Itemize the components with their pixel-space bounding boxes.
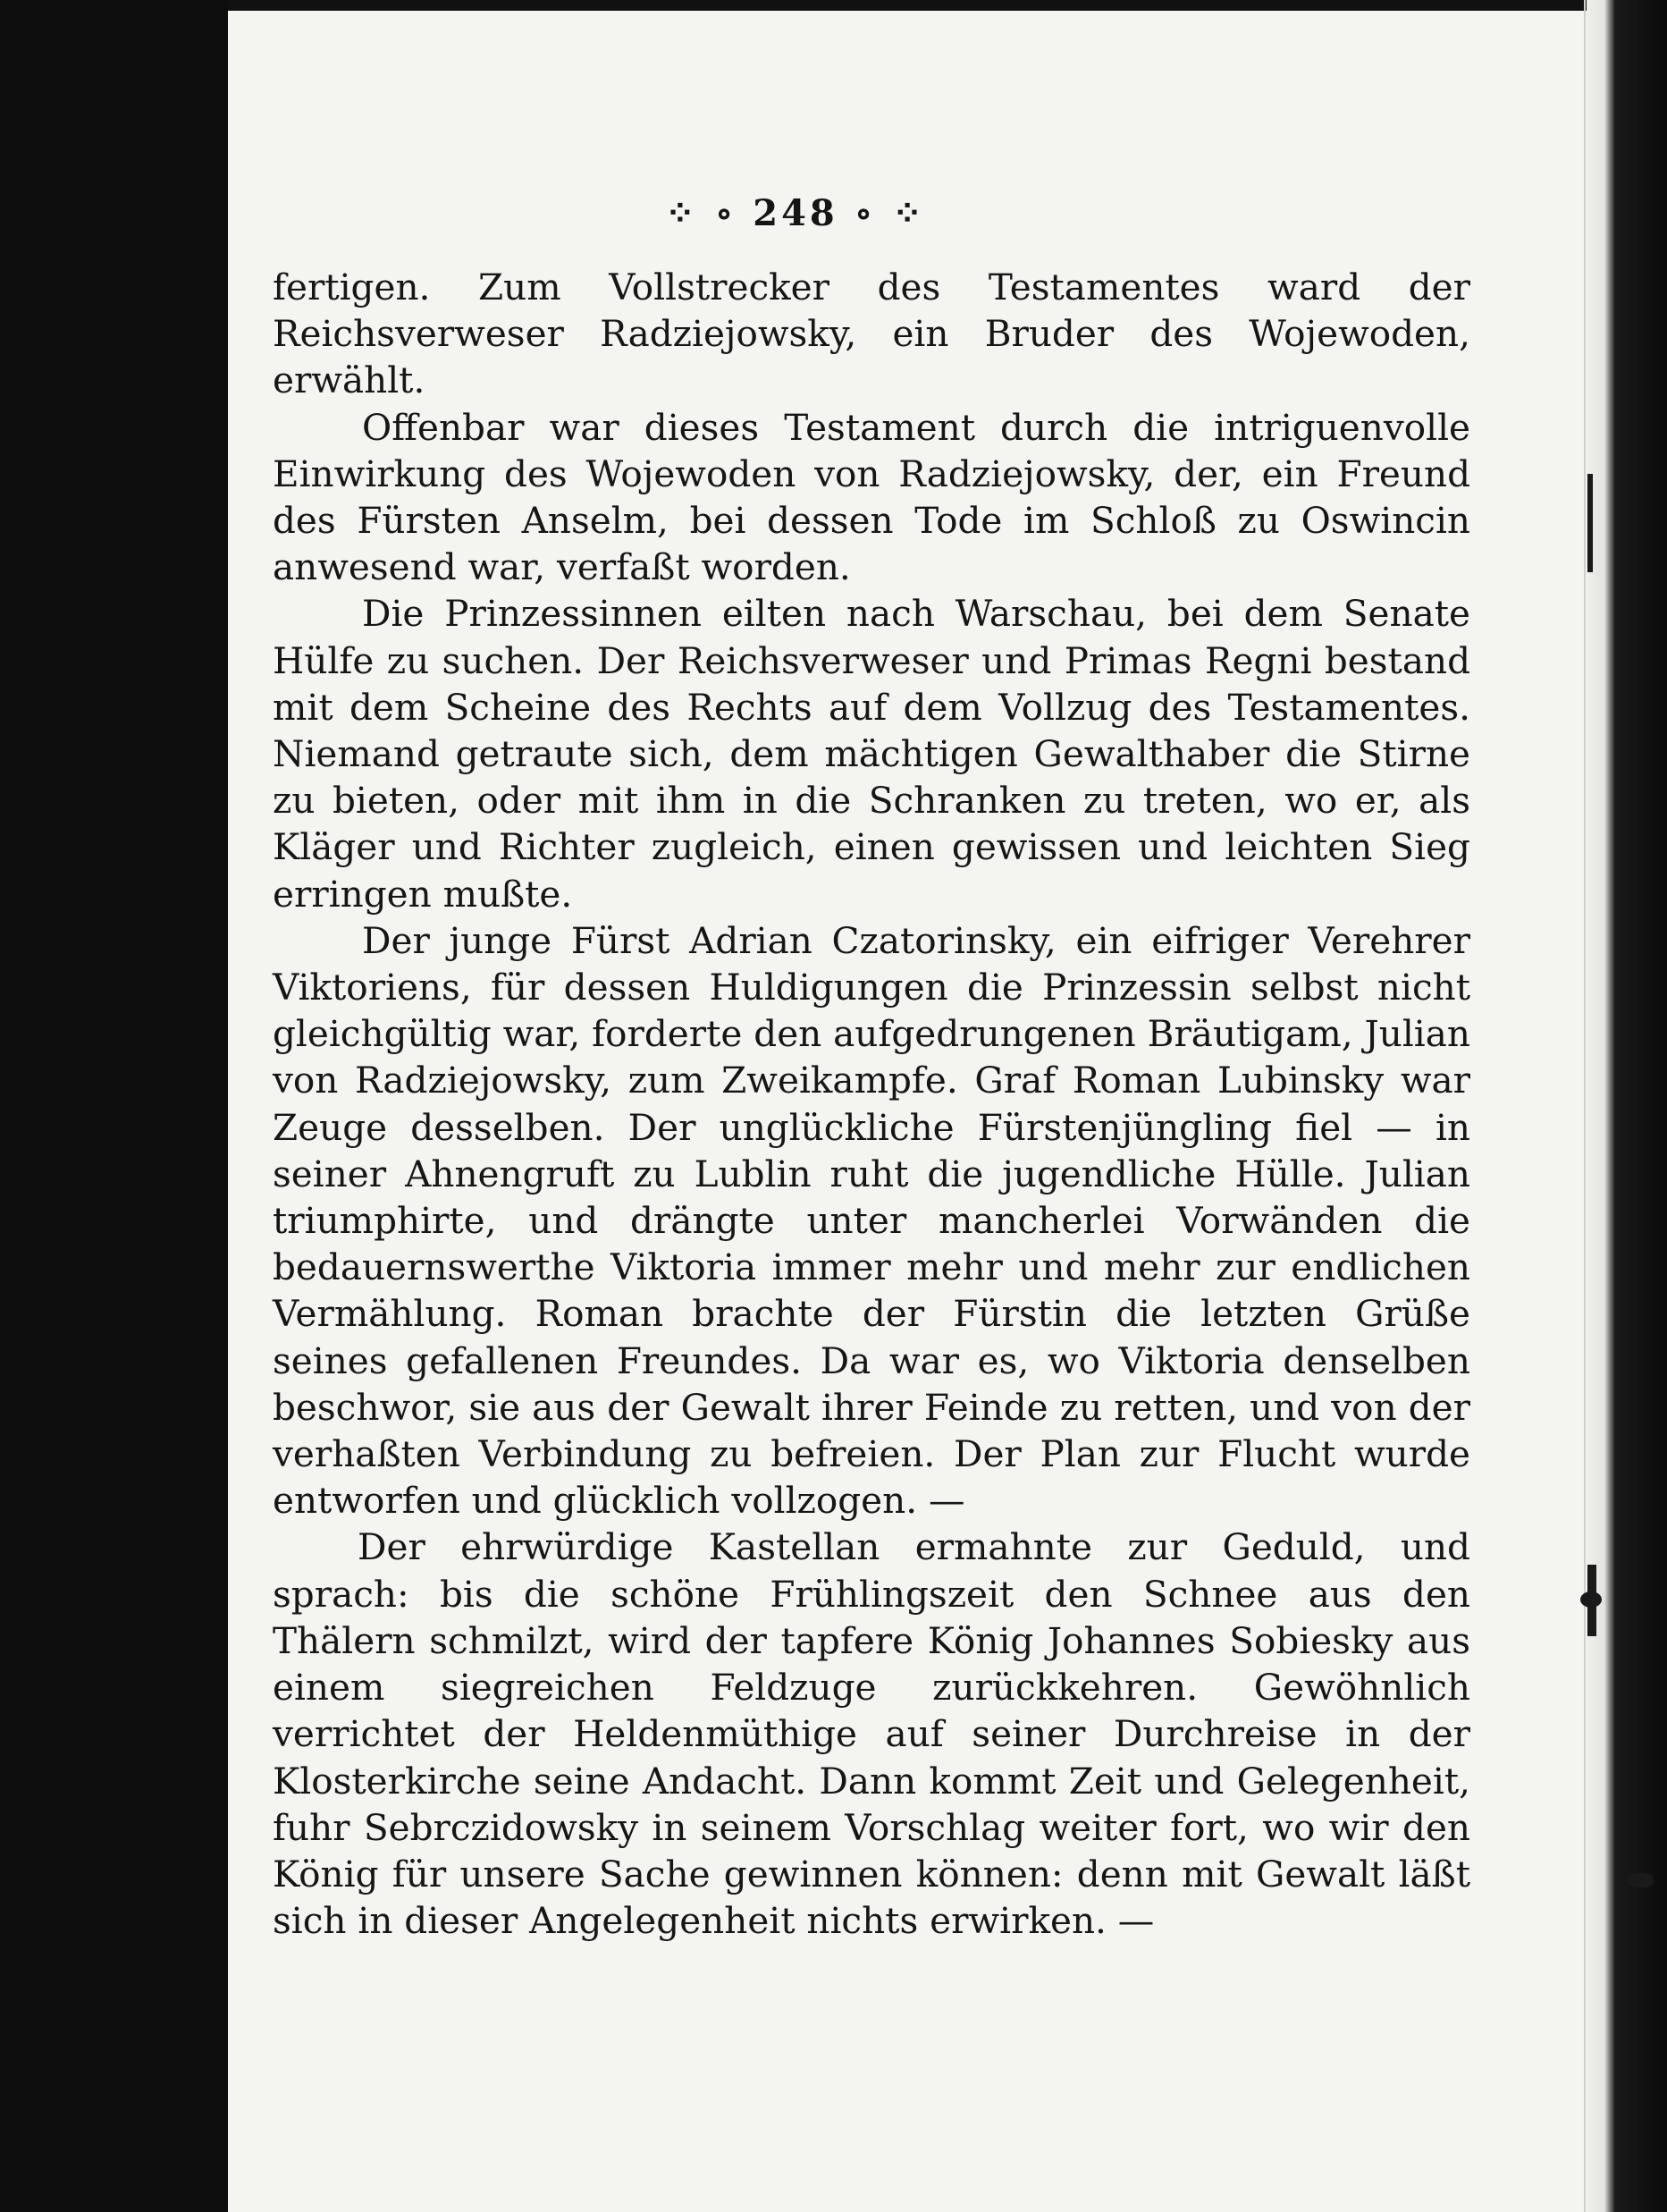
- scan-top-edge: [0, 0, 1667, 11]
- page-fold-line: [1584, 0, 1586, 2212]
- scan-left-margin: [0, 0, 228, 2212]
- paragraph: Der junge Fürst Adrian Czatorinsky, ein eifriger Verehrer Viktoriens, für dessen Huldigungen die Prinzessin selbst nicht gleichgültig war, forderte den aufgedrungenen Bräutigam, Julian von Radziejowsky, zum Zweikampfe. Graf Roman Lubinsky war Zeuge desselben. Der unglückliche Fürstenjüngling fiel — in seiner Ahnengruft zu Lublin ruht die jugendliche Hülle. Julian triumphirte, und drängte unter mancherlei Vorwänden die bedauernswerthe Viktoria immer mehr und mehr zur endlichen Vermählung. Roman brachte der Fürstin die letzten Grüße seines gefallenen Freundes. Da war es, wo Viktoria denselben beschwor, sie aus der Gewalt ihrer Feinde zu retten, und von der verhaßten Verbindung zu befreien. Der Plan zur Flucht wurde entworfen und glücklich vollzogen. —: [273, 918, 1470, 1523]
- paragraph: Die Prinzessinnen eilten nach Warschau, bei dem Senate Hülfe zu suchen. Der Reichsverweser und Primas Regni bestand mit dem Scheine des Rechts auf dem Vollzug des Testamentes. Niemand getraute sich, dem mächtigen Gewalthaber die Stirne zu bieten, oder mit ihm in die Schranken zu treten, wo er, als Kläger und Richter zugleich, einen gewissen und leichten Sieg erringen mußte.: [273, 592, 1470, 916]
- body-text: [273, 264, 1470, 1944]
- edge-mark: [1587, 474, 1593, 572]
- paragraph: fertigen. Zum Vollstrecker des Testamentes ward der Reichsverweser Radziejowsky, ein Bruder des Wojewoden, erwählt.: [273, 266, 1470, 402]
- edge-mark: [1627, 1873, 1654, 1887]
- paragraph: Offenbar war dieses Testament durch die intriguenvolle Einwirkung des Wojewoden von Radziejowsky, der, ein Freund des Fürsten Anselm, bei dessen Tode im Schloß zu Oswincin anwesend war, verfaßt worden.: [273, 405, 1470, 589]
- edge-mark: [1587, 1565, 1596, 1636]
- page-number: ⁘ ∘ 248 ∘ ⁘: [665, 192, 926, 234]
- paragraph: Der ehrwürdige Kastellan ermahnte zur Geduld, und sprach: bis die schöne Frühlingszeit den Schnee aus den Thälern schmilzt, wird der tapfere König Johannes Sobiesky aus einem siegreichen Feldzuge zurückkehren. Gewöhnlich verrichtet der Heldenmüthige auf seiner Durchreise in der Klosterkirche seine Andacht. Dann kommt Zeit und Gelegenheit, fuhr Sebrczidowsky in seinem Vorschlag weiter fort, wo wir den König für unsere Sache gewinnen können: denn mit Gewalt läßt sich in dieser Angelegenheit nichts erwirken. —: [273, 1525, 1470, 1943]
